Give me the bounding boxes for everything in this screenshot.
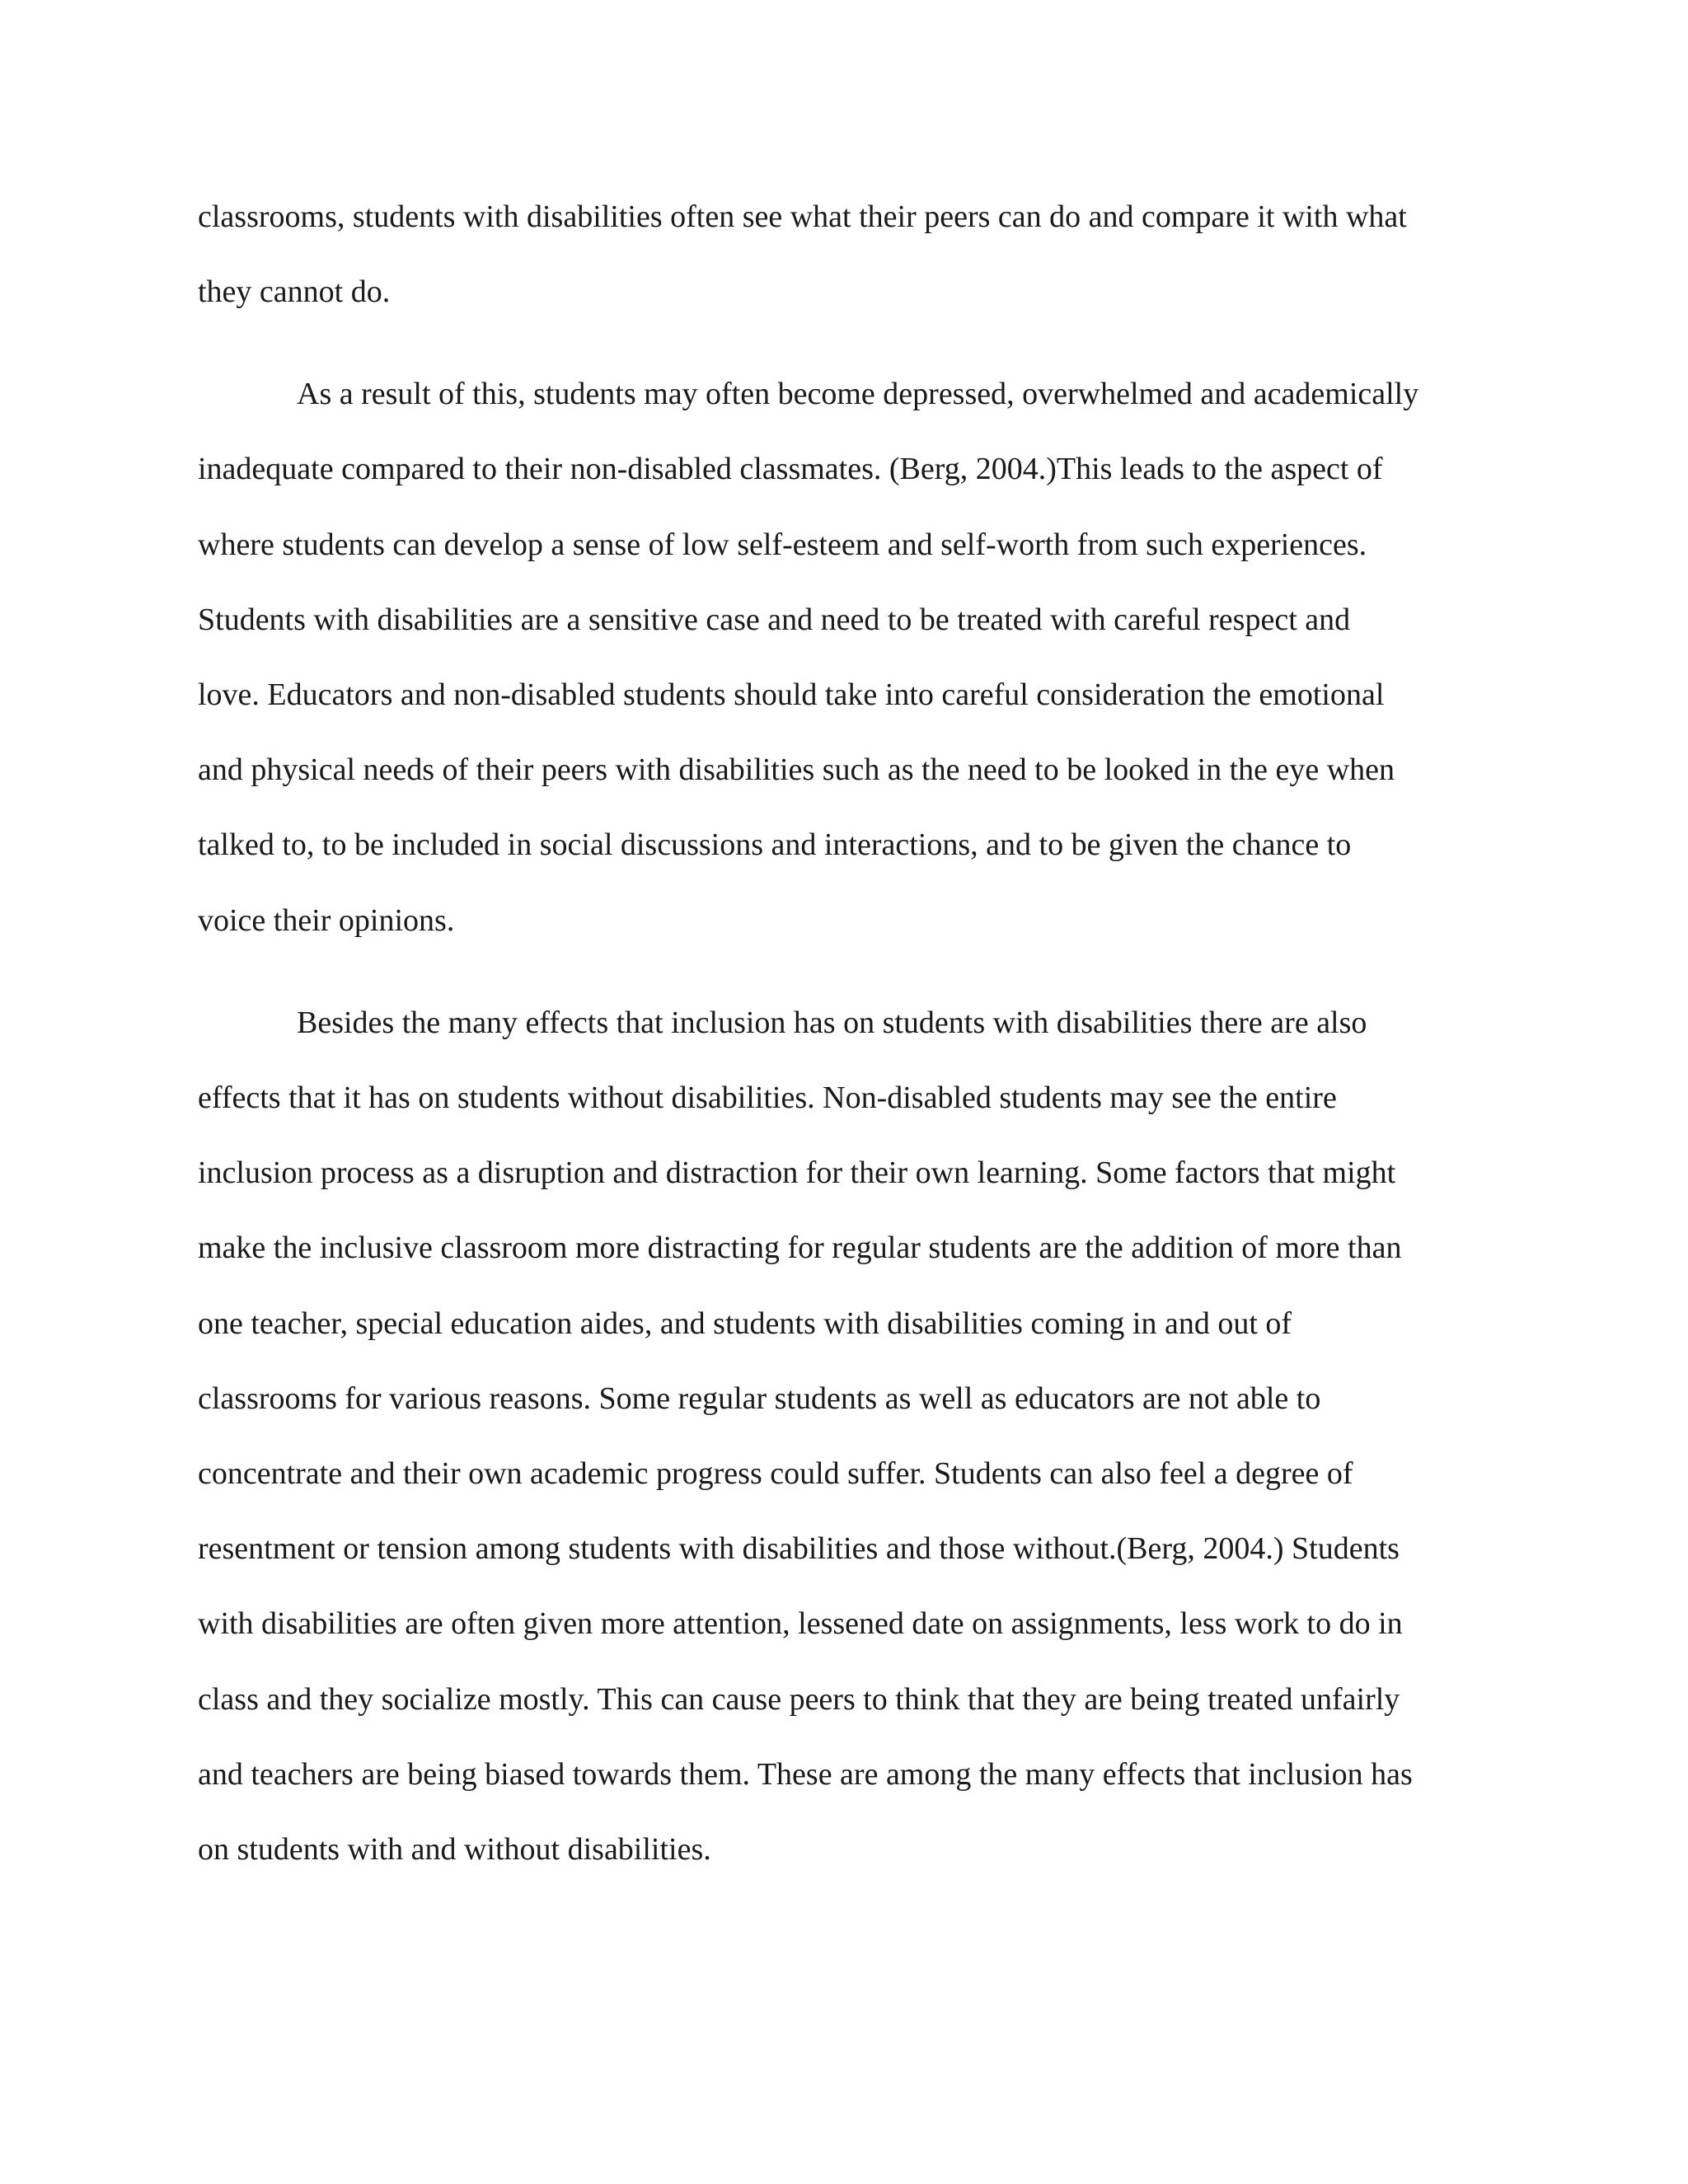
paragraph-3-line-7: concentrate and their own academic progress could suffer. Students can also feel a degree of xyxy=(198,1456,1353,1491)
paragraph-3-line-4: make the inclusive classroom more distracting for regular students are the addition of more than xyxy=(198,1230,1402,1265)
paragraph-1-line-2: they cannot do. xyxy=(198,274,391,309)
paragraph-3-line-2: effects that it has on students without disabilities. Non-disabled students may see the entire xyxy=(198,1080,1337,1115)
paragraph-2-line-7: talked to, to be included in social discussions and interactions, and to be given the chance to xyxy=(198,827,1352,862)
paragraph-2-line-2: inadequate compared to their non-disabled classmates. (Berg, 2004.)This leads to the aspect of xyxy=(198,452,1383,486)
paragraph-3-line-1: Besides the many effects that inclusion has on students with disabilities there are also xyxy=(297,1005,1367,1040)
paragraph-2-line-6: and physical needs of their peers with disabilities such as the need to be looked in the eye when xyxy=(198,752,1395,787)
paragraph-2-line-4: Students with disabilities are a sensitive case and need to be treated with careful respect and xyxy=(198,602,1351,637)
paragraph-3-line-5: one teacher, special education aides, and students with disabilities coming in and out of xyxy=(198,1306,1292,1341)
paragraph-3-line-9: with disabilities are often given more attention, lessened date on assignments, less work to do in xyxy=(198,1606,1403,1641)
paragraph-3-line-3: inclusion process as a disruption and distraction for their own learning. Some factors that might xyxy=(198,1155,1396,1190)
paragraph-2-line-1: As a result of this, students may often become depressed, overwhelmed and academically xyxy=(297,377,1419,411)
paragraph-3-line-6: classrooms for various reasons. Some regular students as well as educators are not able to xyxy=(198,1381,1321,1416)
paragraph-1-line-1: classrooms, students with disabilities often see what their peers can do and compare it with what xyxy=(198,199,1407,234)
paragraph-2-line-5: love. Educators and non-disabled students should take into careful consideration the emotional xyxy=(198,677,1385,712)
paragraph-2-line-3: where students can develop a sense of low self-esteem and self-worth from such experiences. xyxy=(198,527,1367,562)
paragraph-3-line-8: resentment or tension among students with disabilities and those without.(Berg, 2004.) Students xyxy=(198,1531,1400,1566)
paragraph-3-line-12: on students with and without disabilities. xyxy=(198,1832,711,1867)
paragraph-3-line-11: and teachers are being biased towards them. These are among the many effects that inclusion has xyxy=(198,1757,1413,1792)
paragraph-2-line-8: voice their opinions. xyxy=(198,903,455,938)
paragraph-3-line-10: class and they socialize mostly. This can cause peers to think that they are being treated unfairly xyxy=(198,1682,1400,1717)
